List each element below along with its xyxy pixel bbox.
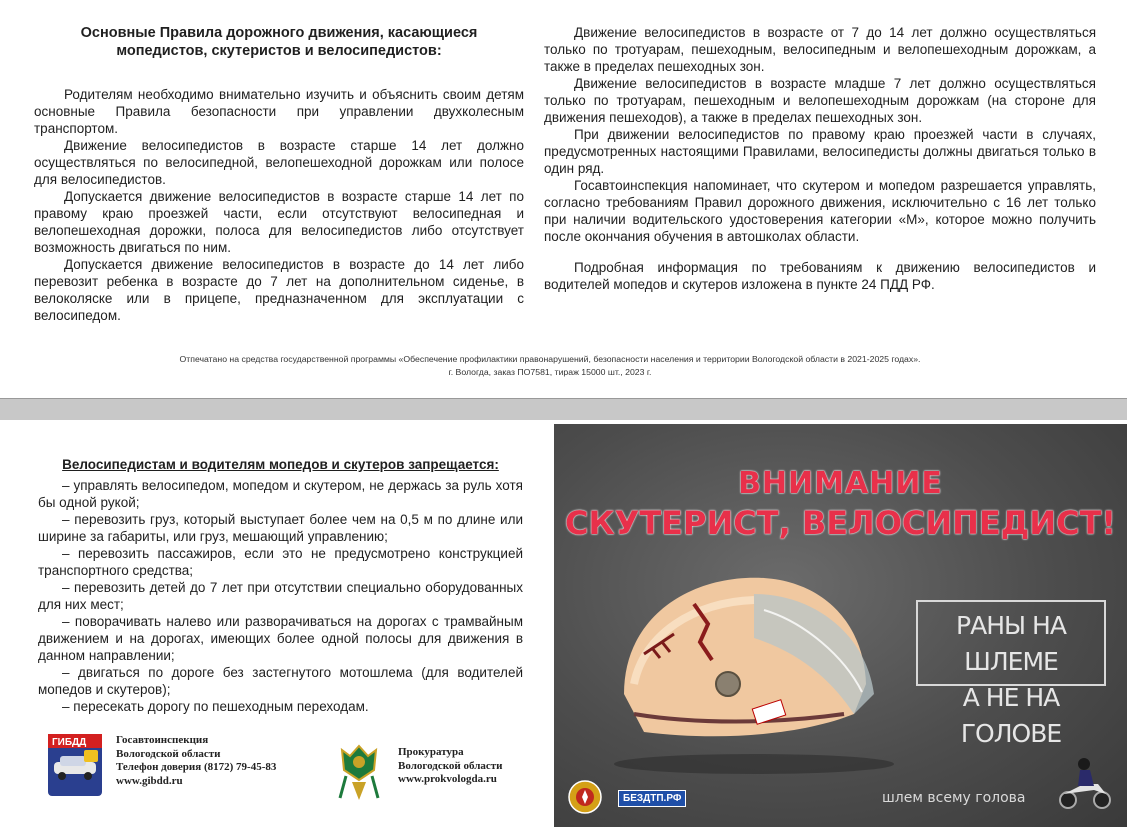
scooter-rider-icon	[1054, 754, 1114, 810]
poster-title-attention: ВНИМАНИЕ	[738, 466, 943, 501]
prohibition-item: – перевозить пассажиров, если это не предусмотрено конструкцией транспортного средства;	[38, 546, 523, 578]
slogan-line: А НЕ НА ГОЛОВЕ	[960, 683, 1062, 748]
rules-paragraph: Допускается движение велосипедистов в возрасте старше 14 лет по правому краю проезжей части, если отсутствуют велосипедная и велопешеходная дорожки, полоса для велосипедистов либо отсутствует возможность двигаться по ним.	[34, 189, 524, 255]
prohibition-item: – управлять велосипедом, мопедом и скутером, не держась за руль хотя бы одной рукой;	[38, 478, 523, 510]
prohibition-item: – перевозить груз, который выступает более чем на 0,5 м по длине или ширине за габариты, или груз, мешающий управлению;	[38, 512, 523, 544]
safety-poster	[554, 424, 1127, 827]
rules-column-left	[34, 24, 524, 324]
prosecutor-contact-text	[398, 746, 503, 787]
print-info-footer	[30, 353, 1070, 379]
gibdd-website: www.gibdd.ru	[116, 774, 183, 787]
prohibition-item: – двигаться по дороге без застегнутого мотошлема (для водителей мопедов и скутеров);	[38, 665, 523, 697]
prohibition-item: – пересекать дорогу по пешеходным переходам.	[62, 699, 369, 714]
rules-paragraph: Родителям необходимо внимательно изучить и объяснить своим детям основные Правила безопасности при управлении двухколесным транспортом.	[34, 87, 524, 136]
damaged-helmet-icon	[604, 564, 904, 774]
gibdd-phone: Телефон доверия (8172) 79-45-83	[116, 761, 277, 773]
rules-paragraph: При движении велосипедистов по правому краю проезжей части в случаях, предусмотренных настоящими Правилами, велосипедисты должны двигаться только в один ряд.	[544, 127, 1096, 176]
rules-final-note: Подробная информация по требованиям к движению велосипедистов и водителей мопедов и скутеров изложена в пункте 24 ПДД РФ.	[544, 260, 1096, 292]
rules-paragraph: Допускается движение велосипедистов в возрасте до 14 лет либо перевозит ребенка в возрасте до 7 лет на дополнительном сиденье, в велоколяске или в прицепе, предназначенном для эксплуатации с велосипедом.	[34, 257, 524, 323]
rules-paragraph: Госавтоинспекция напоминает, что скутером и мопедом разрешается управлять, согласно требованиям Правил дорожного движения, исключительно с 16 лет только при наличии водительского удостоверения категории «М», которое можно получить после окончания обучения в автошколах области.	[544, 178, 1096, 244]
gibdd-logo-text: ГИБДД	[52, 737, 87, 748]
rules-paragraph: Движение велосипедистов в возрасте от 7 до 14 лет должно осуществляться только по тротуарам, пешеходным, велосипедным и велопешеходным дорожкам, а также в пределах пешеходных зон.	[544, 25, 1096, 74]
poster-title-main: СКУТЕРИСТ, ВЕЛОСИПЕДИСТ!	[565, 504, 1116, 542]
prosecutor-name: Прокуратура	[398, 746, 464, 758]
poster-tagline: шлем всему голова	[882, 790, 1026, 806]
rules-column-right	[544, 24, 1096, 293]
footer-line: г. Вологда, заказ ПО7581, тираж 15000 шт., 2023 г.	[448, 367, 652, 377]
prohibition-item: – поворачивать налево или разворачиваться на дорогах с трамвайным движением и на дорогах, имеющих более одной полосы для движения в данном направлении;	[38, 614, 523, 663]
rules-paragraph: Движение велосипедистов в возрасте младше 7 лет должно осуществляться только по тротуарам, пешеходным и велопешеходным дорожкам (на стороне для движения пешеходов), а также в пределах пешеходных зон.	[544, 76, 1096, 125]
slogan-line: РАНЫ НА ШЛЕМЕ	[956, 611, 1066, 676]
bezdtp-badge: БЕЗДТП.РФ	[618, 790, 686, 807]
prosecutor-contact	[334, 740, 503, 804]
prosecutor-emblem-icon	[334, 740, 384, 804]
gibdd-contact-text	[116, 734, 276, 788]
prohibition-item: – перевозить детей до 7 лет при отсутствии специально оборудованных для них мест;	[38, 580, 523, 612]
prosecutor-website: www.prokvologda.ru	[398, 773, 497, 785]
prohibitions-column	[38, 456, 523, 715]
rules-paragraph: Движение велосипедистов в возрасте старше 14 лет должно осуществляться по велосипедной, велопешеходной дорожкам или полосе для велосипедистов.	[34, 138, 524, 187]
gibdd-region: Вологодской области	[116, 747, 221, 760]
slogan-frame	[916, 600, 1106, 748]
gibdd-contact	[48, 734, 276, 796]
gibdd-logo-icon	[48, 734, 102, 796]
gibdd-name: Госавтоинспекция	[116, 734, 209, 746]
traffic-police-emblem-icon	[568, 780, 602, 814]
prosecutor-region: Вологодской области	[398, 759, 503, 772]
rules-title: Основные Правила дорожного движения, касающиеся мопедистов, скутеристов и велосипедистов:	[80, 25, 478, 59]
footer-line: Отпечатано на средства государственной программы «Обеспечение профилактики правонарушений, безопасности населения и территории Вологодской области в 2021-2025 годах».	[179, 354, 921, 364]
leaflet-back-side	[0, 0, 1127, 399]
prohibitions-title: Велосипедистам и водителям мопедов и скутеров запрещается:	[62, 457, 499, 472]
